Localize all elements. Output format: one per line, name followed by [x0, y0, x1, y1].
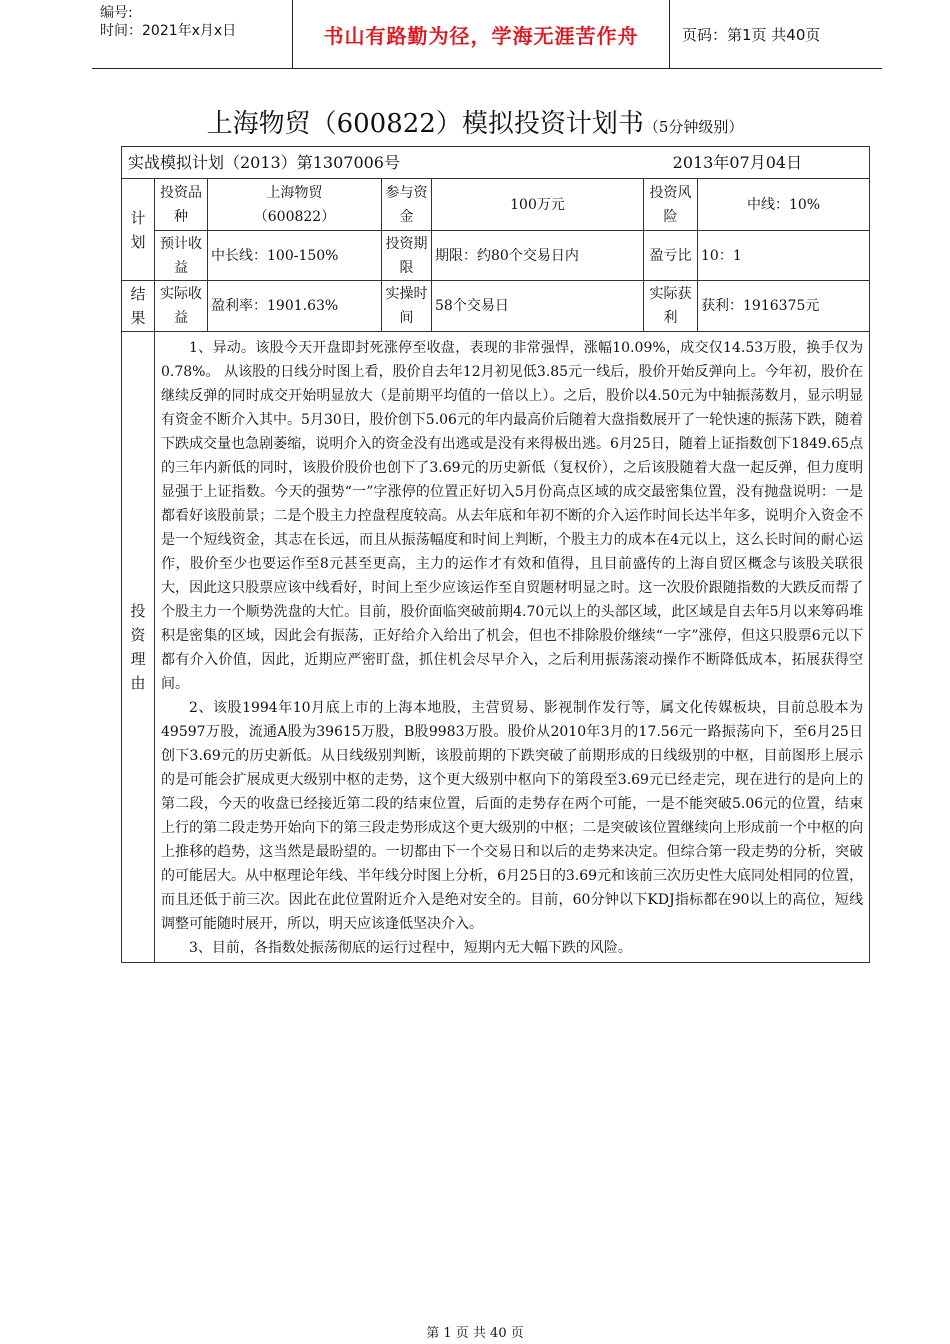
- profit-value: 获利：1916375元: [698, 281, 870, 332]
- document-title: [0, 104, 950, 147]
- expected-label: 预计收益: [155, 231, 208, 281]
- plan-number: 实战模拟计划（2013）第1307006号: [128, 152, 400, 172]
- plan-date: 2013年07月04日: [672, 152, 803, 172]
- result-row: [122, 281, 870, 332]
- expected-value: 中长线：100-150%: [208, 231, 382, 281]
- plan-table: [121, 146, 870, 963]
- reason-paragraph: 2、该股1994年10月底上市的上海本地股，主营贸易、影视制作发行等，属文化传媒板块，目前总股本为49597万股，流通A股为39615万股，B股9983万股。股价从2010年3月的17.56元一路振荡向下，至6月25日创下3.69元的历史新低。从日线级别判断，该股前期的下跌突破了前期形成的日线级别的中枢，目前图形上展示的是可能会扩展成更大级别中枢的走势，这个更大级别中枢向下的第段至3.69元已经走完，现在进行的是向上的第二段，今天的收盘已经接近第二段的结束位置，后面的走势存在两个可能，一是不能突破5.06元的位置，结束上行的第二段走势开始向下的第三段走势形成这个更大级别的中枢；二是突破该位置继续向上形成前一个中枢的向上推移的趋势，这当然是最盼望的。一切都由下一个交易日和以后的走势来决定。但综合第一段走势的分析，突破的可能居大。从中枢理论年线、半年线分时图上分析，6月25日的3.69元和该前三次历史性大底同处相同的位置，而且还低于前三次。因此在此位置附近介入是绝对安全的。目前，60分钟以下KDJ指标都在90以上的高位，短线调整可能随时展开，所以，明天应该逢低坚决介入。: [161, 700, 864, 932]
- page-footer: 第 1 页 共 40 页: [426, 1326, 524, 1341]
- profit-label: 实际获利: [644, 281, 698, 332]
- variety-value: [208, 179, 382, 231]
- ratio-label: 盈亏比: [644, 231, 698, 281]
- variety-code: （600822）: [253, 208, 336, 225]
- period-label: 投资期限: [382, 231, 432, 281]
- header-divider: [669, 0, 670, 68]
- title-main: 上海物贸（600822）模拟投资计划书: [206, 109, 644, 139]
- capital-label: 参与资金: [382, 179, 432, 231]
- section-result-label: 结果: [122, 281, 155, 332]
- actual-value: 盈利率：1901.63%: [208, 281, 382, 332]
- operate-time-label: 实操时间: [382, 281, 432, 332]
- actual-label: 实际收益: [155, 281, 208, 332]
- reason-row: [122, 332, 870, 963]
- plan-heading: [122, 147, 870, 179]
- reason-paragraph: 1、异动。该股今天开盘即封死涨停至收盘，表现的非常强悍，涨幅10.09%，成交仅14.53万股，换手仅为0.78%。 从该股的日线分时图上看，股价自去年12月初见低3.85元一线后，股价开始反弹向上。今年初，股价在继续反弹的同时成交开始明显放大（是前期平均值的一倍以上）。之后，股价以4.50元为中轴振荡数月，显示明显有资金不断介入其中。5月30日，股价创下5.06元的年内最高价后随着大盘指数展开了一轮快速的振荡下跌，随着下跌成交量也急剧萎缩，说明介入的资金没有出逃或是没有来得极出逃。6月25日，随着上证指数创下1849.65点的三年内新低的同时，该股价股价也创下了3.69元的历史新低（复权价），之后该股随着大盘一起反弹，但力度明显强于上证指数。今天的强势“一”字涨停的位置正好切入5月份高点区域的成交最密集位置，没有抛盘说明：一是都看好该股前景；二是个股主力控盘程度较高。从去年底和年初不断的介入运作时间长达半年多，说明介入资金不是一个短线资金，其志在长远，而且从振荡幅度和时间上判断，个股主力的成本在4元以上，这么长时间的耐心运作，股价至少也要运作至8元甚至更高，主力的运作才有效和值得，且目前盛传的上海自贸区概念与该股关联很大，因此这只股票应该中线看好，时间上至少应该运作至自贸题材明显之时。这一次股价跟随指数的大跌反而帮了个股主力一个顺势洗盘的大忙。目前，股价面临突破前期4.70元以上的头部区域，此区域是自去年5月以来筹码堆积是密集的区域，因此会有振荡，正好给介入给出了机会，但也不排除股价继续“一字”涨停，但这只股票6元以下都有介入价值，因此，近期应严密盯盘，抓住机会尽早介入，之后利用振荡滚动操作不断降低成本，拓展获得空间。: [161, 340, 864, 692]
- plan-heading-row: [122, 147, 870, 179]
- variety-label: 投资品种: [155, 179, 208, 231]
- variety-name: 上海物贸: [266, 184, 323, 201]
- operate-time-value: 58个交易日: [432, 281, 644, 332]
- time-label: 时间：2021年x月x日: [100, 23, 237, 39]
- header-motto: 书山有路勤为径，学海无涯苦作舟: [323, 23, 639, 48]
- header-meta: [100, 4, 290, 40]
- page-header: [92, 0, 882, 69]
- header-page-number: 页码：第1页 共40页: [682, 25, 821, 44]
- risk-value: 中线：10%: [698, 179, 870, 231]
- plan-row-variety: [122, 179, 870, 231]
- section-reason-label: 投资理由: [122, 332, 155, 963]
- risk-label: 投资风险: [644, 179, 698, 231]
- period-value: 期限：约80个交易日内: [432, 231, 644, 281]
- number-label: 编号:: [100, 5, 133, 21]
- title-sub: （5分钟级别）: [643, 118, 744, 136]
- plan-row-expected: [122, 231, 870, 281]
- reason-paragraph: 3、目前，各指数处振荡彻底的运行过程中，短期内无大幅下跌的风险。: [189, 940, 632, 956]
- capital-value: 100万元: [432, 179, 644, 231]
- ratio-value: 10：1: [698, 231, 870, 281]
- section-plan-label: 计划: [122, 179, 155, 281]
- reason-text: [155, 332, 870, 963]
